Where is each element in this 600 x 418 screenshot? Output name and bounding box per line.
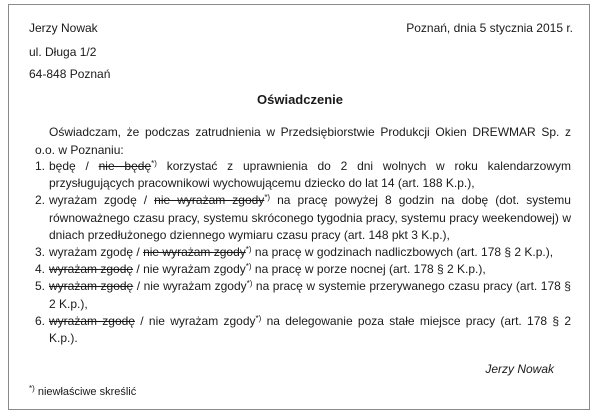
list-item <box>35 278 571 312</box>
option-a-struck: wyrażam zgodę <box>49 279 134 294</box>
intro-paragraph <box>35 124 571 159</box>
option-a-struck: wyrażam zgodę <box>49 262 134 277</box>
document-title: Oświadczenie <box>257 92 343 107</box>
option-separator: / <box>133 245 144 260</box>
option-separator: / <box>75 159 99 173</box>
option-separator: / <box>136 193 155 208</box>
item-text: na delegowanie poza stałe miejsce pracy (art. 178 § 2 K.p.). <box>49 313 571 346</box>
list-item <box>35 158 571 192</box>
footnote-mark: *) <box>255 313 262 323</box>
option-a: wyrażam zgodę <box>49 193 137 208</box>
list-item <box>35 313 571 347</box>
option-separator: / <box>135 313 149 328</box>
sender-street: ul. Długa 1/2 <box>29 45 97 59</box>
footnote-symbol: *) <box>29 384 35 393</box>
footnote-text: niewłaściwe skreślić <box>34 386 137 398</box>
option-b: nie wyrażam zgody <box>143 279 247 294</box>
item-number: 3. <box>35 245 46 260</box>
item-number: 4. <box>35 262 46 277</box>
option-b-struck: nie wyrażam zgody <box>143 245 246 260</box>
item-text: na pracę w systemie przerywanego czasu pracy (art. 178 § 2 K.p.), <box>49 279 571 311</box>
signature: Jerzy Nowak <box>485 362 554 376</box>
list-item <box>35 244 571 261</box>
item-number: 1. <box>35 159 46 173</box>
option-separator: / <box>133 262 144 277</box>
sender-city: 64-848 Poznań <box>29 67 111 81</box>
footnote-mark: *) <box>264 193 271 203</box>
footnote-mark: *) <box>245 262 252 272</box>
footnote-mark: *) <box>151 159 157 168</box>
place-date: Poznań, dnia 5 stycznia 2015 r. <box>406 21 573 35</box>
list-item <box>35 261 571 278</box>
option-a: wyrażam zgodę <box>49 245 134 260</box>
item-number: 5. <box>35 279 46 294</box>
option-a-struck: wyrażam zgodę <box>49 313 135 328</box>
option-a: będę <box>49 159 76 173</box>
option-b: nie wyrażam zgody <box>143 262 246 277</box>
option-b: nie wyrażam zgody <box>148 313 256 328</box>
list-item <box>35 192 571 244</box>
item-number: 2. <box>35 193 46 208</box>
footnote-mark: *) <box>246 279 253 289</box>
footnote-mark: *) <box>245 245 252 255</box>
declaration-list <box>35 158 571 347</box>
item-text: korzystać z uprawnienia do 2 dni wolnych w roku kalendarzowym przysługujących pracownikowi wychowującemu dziecko do lat 14 (art. 188 K.p.), <box>49 159 571 191</box>
option-b-struck: nie będę <box>98 159 152 173</box>
footnote <box>29 386 136 398</box>
option-b-struck: nie wyrażam zgody <box>154 193 265 208</box>
item-text: na pracę powyżej 8 godzin na dobę (dot. systemu równoważnego czasu pracy, systemu skróconego tygodnia pracy, systemu pracy weekendowej) w dniach przedłużonego dziennego wymiaru czasu pracy (art. 148 pkt 3 K.p.), <box>49 193 571 242</box>
item-text: na pracę w porze nocnej (art. 178 § 2 K.p.), <box>251 262 486 277</box>
item-number: 6. <box>35 313 46 328</box>
option-separator: / <box>133 279 144 294</box>
intro-text: Oświadczam, że podczas zatrudnienia w Przedsiębiorstwie Produkcji Okien DREWMAR Sp. z o.o. w Poznaniu: <box>35 125 571 157</box>
sender-name: Jerzy Nowak <box>29 21 98 35</box>
item-text: na pracę w godzinach nadliczbowych (art. 178 § 2 K.p.), <box>251 245 554 260</box>
